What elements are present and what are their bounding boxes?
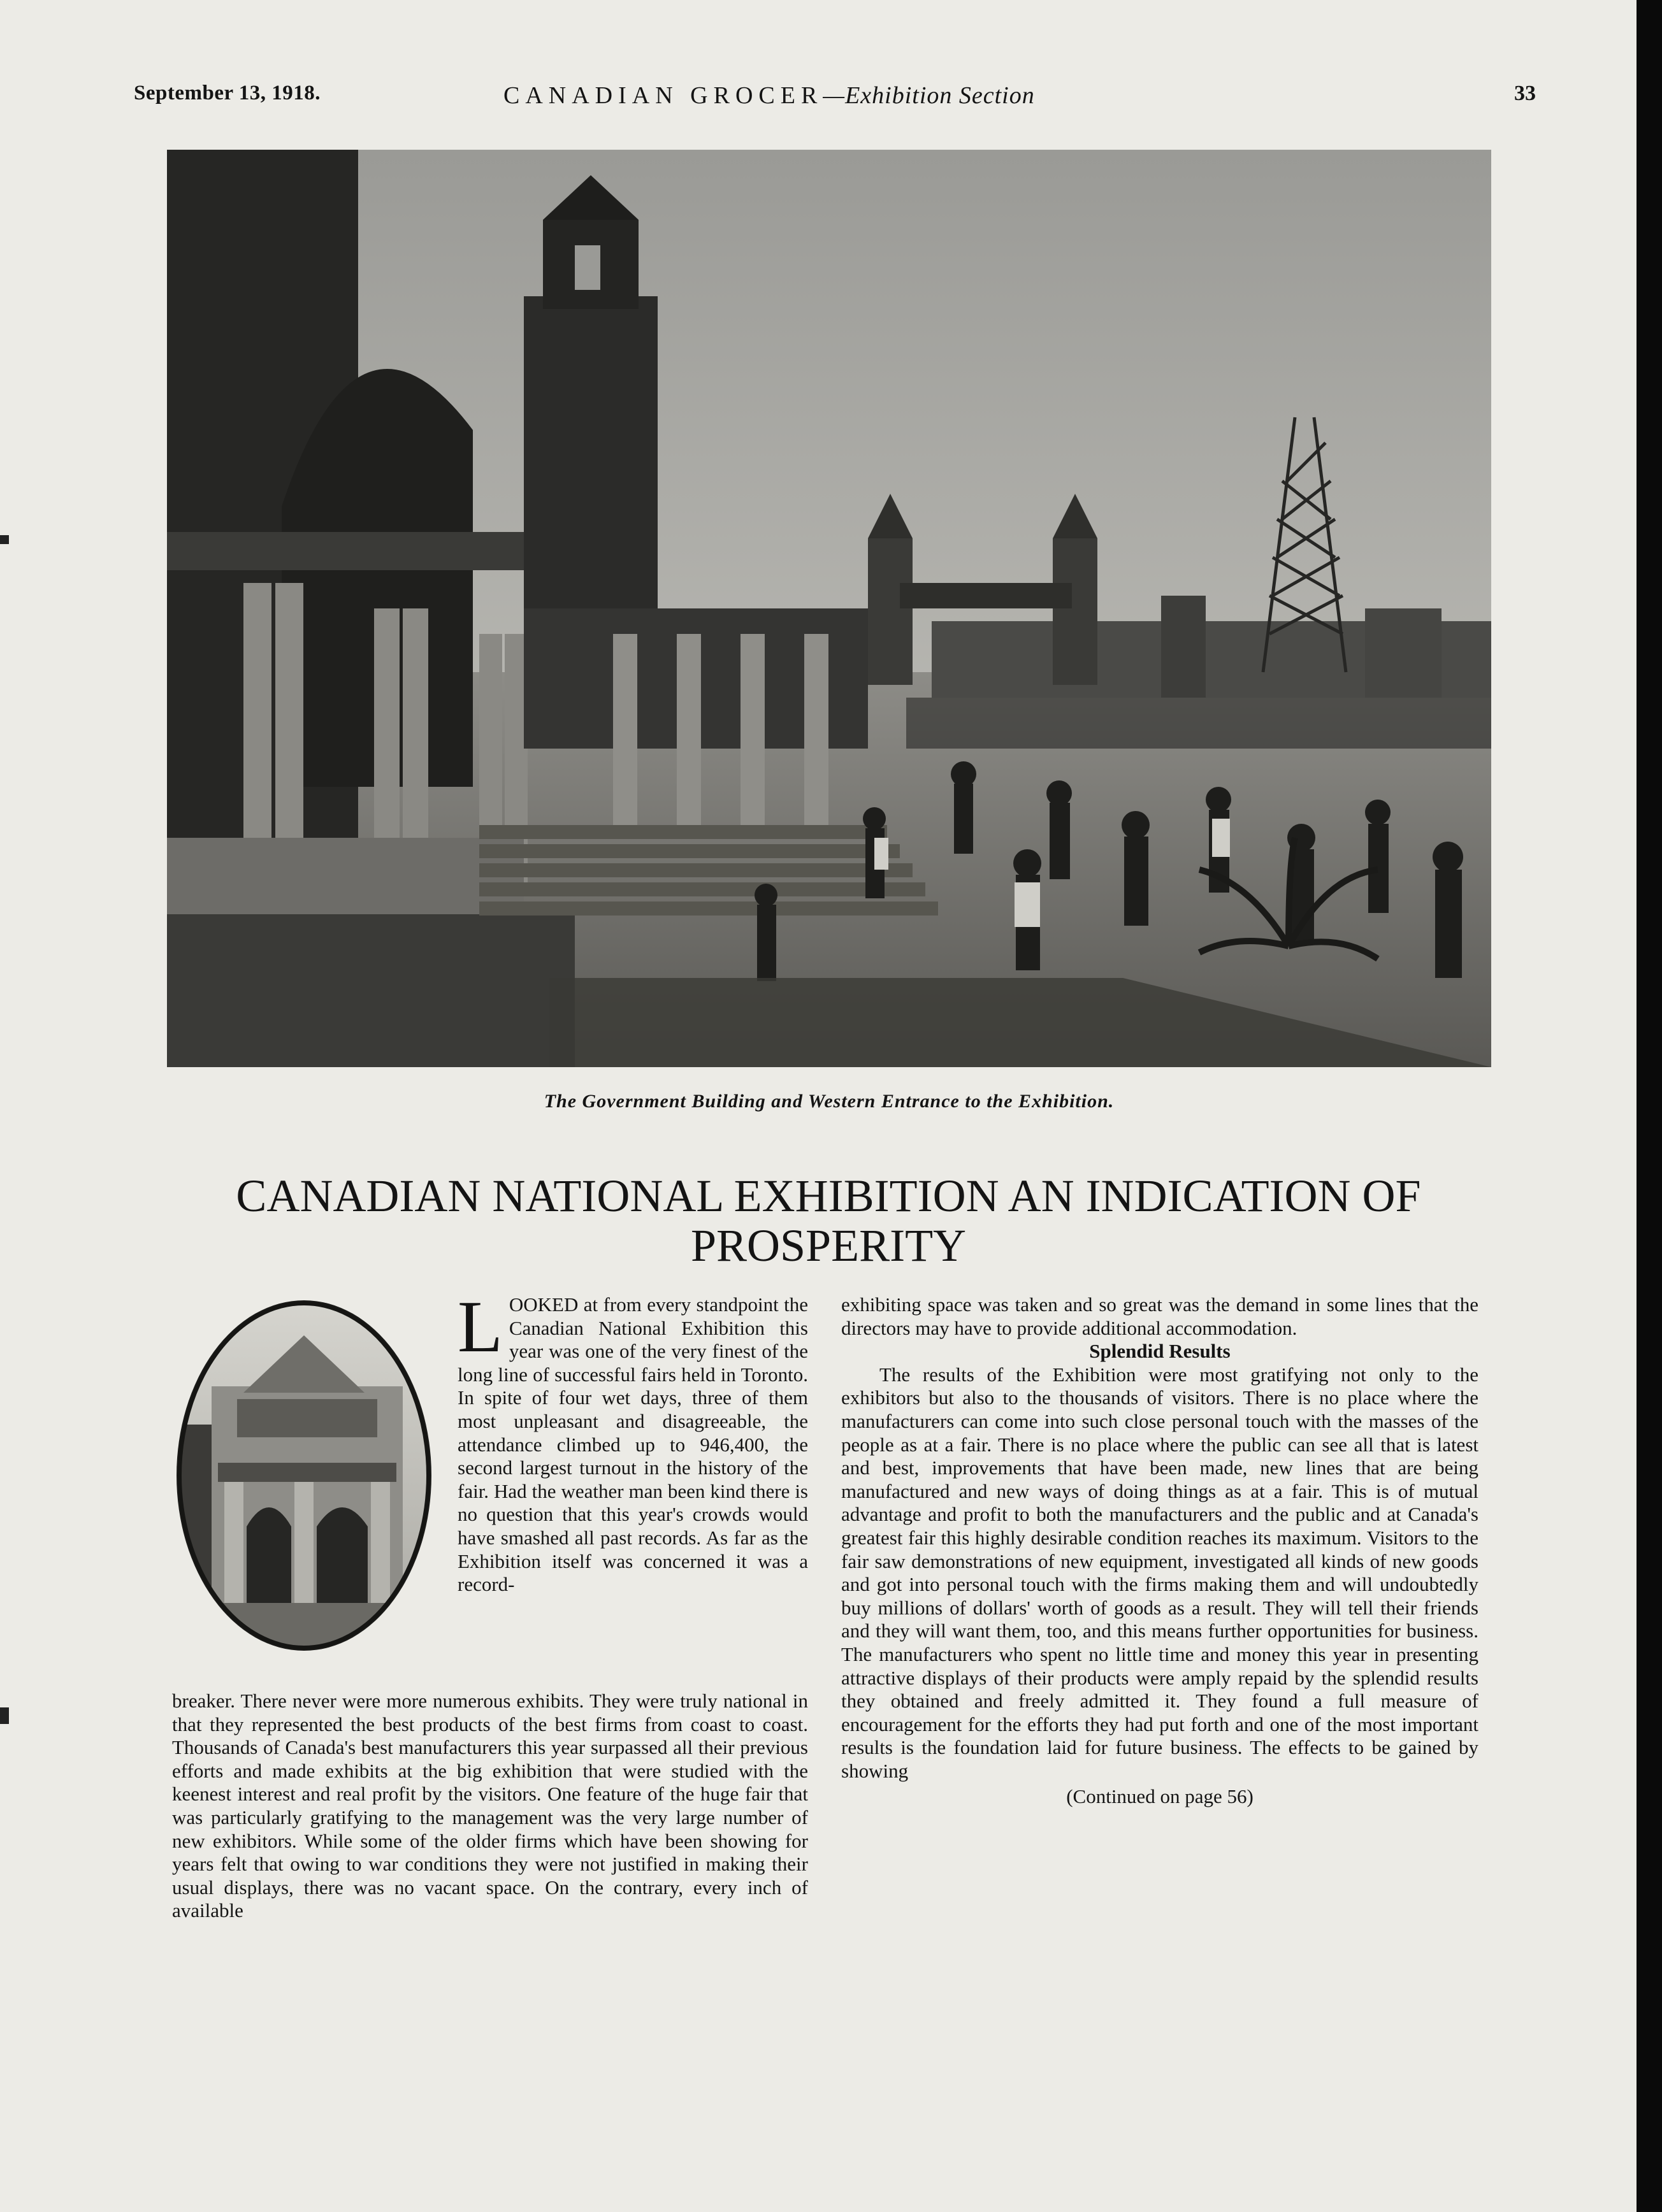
page-header (134, 82, 1536, 120)
continued-note: (Continued on page 56) (1066, 1785, 1254, 1808)
headline-line-1: CANADIAN NATIONAL EXHIBITION AN INDICATION OF (236, 1170, 1421, 1221)
issue-date: September 13, 1918. (134, 82, 321, 104)
section-subhead: Splendid Results (1089, 1340, 1231, 1363)
scan-edge-mark (0, 535, 9, 544)
drop-cap: L (458, 1286, 503, 1368)
article-column-left-top (458, 1286, 808, 1597)
section-name: —Exhibition Section (823, 82, 1035, 109)
paragraph-2-text: The results of the Exhibition were most gratifying not only to the exhibitors but also to the thousands of visitors. There is no place where the manufacturers can come into such close personal touch with the masses of the people as at a fair. There is no place where the public can see all that is latest and best, improvements that have been made, new lines that are being manufactured and new ways of doing things as at a fair. This is of mutual advantage and profit to both the manufacturers and the public and at Canada's greatest fair this highly desirable condition reaches its maximum. Visitors to the fair saw demonstrations of new equipment, investigated all kinds of new goods and got into personal touch with the firms making them and will undoubtedly buy millions of dollars' worth of goods as a result. They will tell their friends and they will want them, too, and this means further opportunities for business. The manufacturers who spent no little time and money this year in presenting attractive displays of their products were amply repaid by the splendid results they obtained and freely admitted it. They found a full measure of encouragement for the efforts they had put forth and one of the most important results is the foundation laid for future business. The effects to be gained by showing (841, 1363, 1478, 1782)
building-oval-graphic (173, 1297, 435, 1654)
headline-line-2: PROSPERITY (690, 1220, 967, 1271)
paragraph-1-bottom-text: breaker. There never were more numerous exhibits. They were truly national in that they represented the best products of the best firms from coast to coast. Thousands of Canada's best manufacturers this year surpassed all their previous efforts and made exhibits at the big exhibition that were studied with the keenest interest and real profit by the visitors. One feature of the huge fair that was particularly gratifying to the management was the very large number of new exhibitors. While some of the older firms which have been showing for years felt that owing to war conditions they were not justified in making their usual displays, there was no vacant space. On the contrary, every inch of available (172, 1690, 808, 1922)
article-headline (153, 1171, 1504, 1270)
paragraph-1-top-text: OOKED at from every standpoint the Canadian National Exhibition this year was one of the very finest of the long line of successful fairs held in Toronto. In spite of four wet days, three of them most unpleasant and disagreeable, the attendance climbed up to 946,400, the second largest turnout in the history of the fair. Had the weather man been kind there is no question that this year's crowds would have smashed all past records. As far as the Exhibition itself was concerned it was a record- (458, 1293, 808, 1596)
building-oval-photo (173, 1297, 435, 1654)
publication-title (503, 82, 1035, 110)
page-number: 33 (1514, 82, 1536, 105)
photo-caption: The Government Building and Western Entrance to the Exhibition. (544, 1091, 1115, 1112)
paragraph-1-right-text: exhibiting space was taken and so great was the demand in some lines that the directors may have to provide additional accommodation. (841, 1293, 1478, 1339)
exhibition-photo-graphic (167, 150, 1491, 1067)
publication-name: CANADIAN GROCER (503, 82, 823, 109)
article-column-right (841, 1293, 1478, 1809)
exhibition-photo (167, 150, 1491, 1067)
article-column-left-bottom (172, 1690, 808, 1923)
article-paragraph-1-start (458, 1286, 808, 1597)
scan-edge-mark (0, 1707, 9, 1724)
